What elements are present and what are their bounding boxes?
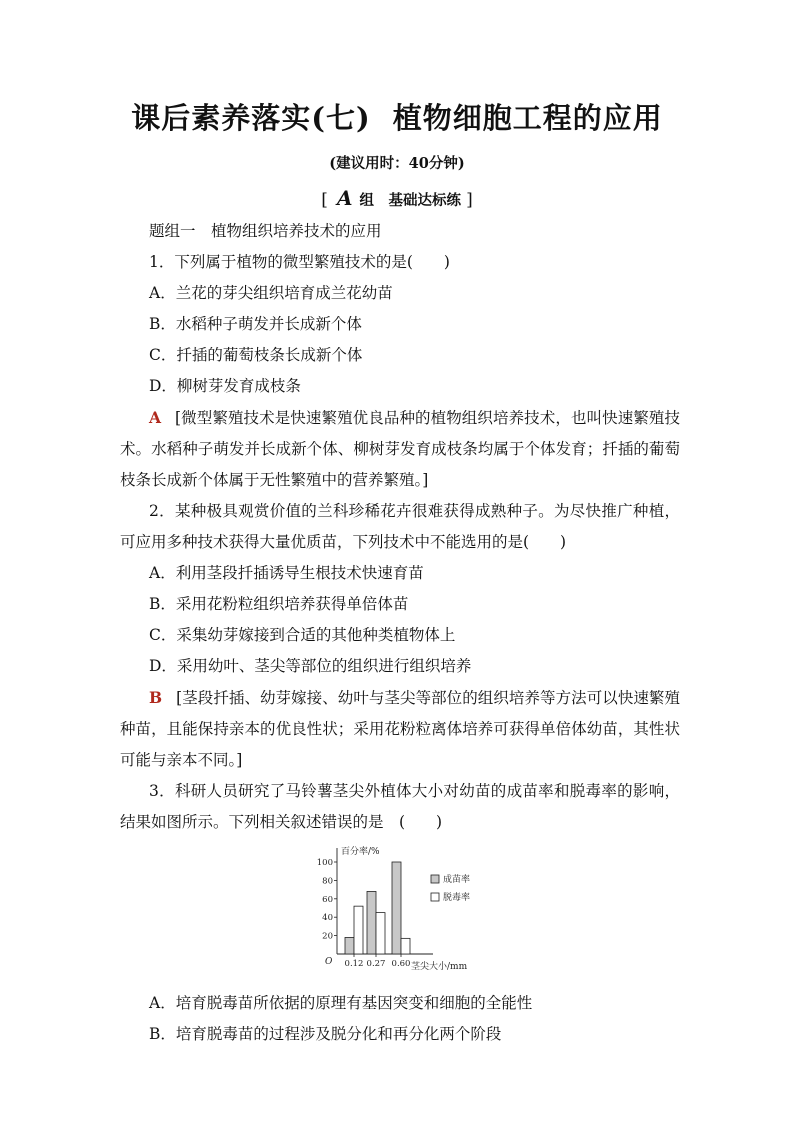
y-tick-label: 20 bbox=[322, 931, 333, 942]
x-tick-label: 0.27 bbox=[366, 959, 386, 969]
y-axis-label: 百分率/% bbox=[341, 847, 380, 857]
bar-detox-0.27 bbox=[376, 913, 385, 954]
q1-option-d: D．柳树芽发育成枝条 bbox=[149, 377, 301, 395]
group-bracket-open: [ bbox=[321, 190, 328, 210]
bar-detox-0.60 bbox=[401, 938, 410, 954]
section-heading: 题组一 植物组织培养技术的应用 bbox=[149, 222, 382, 240]
chart-container bbox=[120, 838, 680, 988]
legend-swatch-0 bbox=[431, 875, 439, 883]
q3-option-a: A．培育脱毒苗所依据的原理有基因突变和细胞的全能性 bbox=[149, 994, 533, 1012]
group-bracket-close: ] bbox=[466, 190, 473, 210]
y-tick-label: 40 bbox=[322, 913, 333, 924]
q2-option-a: A．利用茎段扦插诱导生根技术快速育苗 bbox=[149, 564, 424, 582]
q1-stem: 1．下列属于植物的微型繁殖技术的是( ) bbox=[149, 253, 450, 271]
group-label: 组 基础达标练 bbox=[359, 192, 462, 209]
bar-chart bbox=[315, 844, 505, 972]
legend-swatch-1 bbox=[431, 893, 439, 901]
q2-option-b: B．采用花粉粒组织培养获得单倍体苗 bbox=[149, 595, 409, 613]
q3-option-b: B．培育脱毒苗的过程涉及脱分化和再分化两个阶段 bbox=[149, 1025, 502, 1043]
q2-answer-letter: B bbox=[149, 688, 163, 707]
q1-answer bbox=[120, 402, 680, 496]
q1-answer-letter: A bbox=[149, 408, 162, 427]
q1-option-c: C．扦插的葡萄枝条长成新个体 bbox=[149, 346, 363, 364]
group-header bbox=[0, 186, 794, 210]
q2-answer bbox=[120, 682, 680, 776]
q2-stem: 2．某种极具观赏价值的兰科珍稀花卉很难获得成熟种子。为尽快推广种植，可应用多种技术获得大量优质苗，下列技术中不能选用的是( ) bbox=[120, 502, 680, 551]
q3-stem: 3．科研人员研究了马铃薯茎尖外植体大小对幼苗的成苗率和脱毒率的影响，结果如图所示。下列相关叙述错误的是 ( ) bbox=[120, 782, 680, 831]
q2-explanation: [茎段扦插、幼芽嫁接、幼叶与茎尖等部位的组织培养等方法可以快速繁殖种苗，且能保持亲本的优良性状；采用花粉粒离体培养可获得单倍体幼苗，其性状可能与亲本不同。] bbox=[120, 689, 680, 769]
y-tick-label: 60 bbox=[322, 894, 333, 905]
x-tick-label: 0.12 bbox=[344, 959, 364, 969]
title-main: 课后素养落实(七) bbox=[131, 101, 371, 135]
x-axis-label: 茎尖大小/mm bbox=[411, 962, 468, 972]
page-title bbox=[0, 96, 794, 137]
title-topic: 植物细胞工程的应用 bbox=[392, 101, 663, 135]
q1-option-b: B．水稻种子萌发并长成新个体 bbox=[149, 315, 362, 333]
legend-label-0: 成苗率 bbox=[443, 875, 471, 885]
y-tick-label: 80 bbox=[322, 876, 333, 887]
x-tick-label: 0.60 bbox=[391, 959, 411, 969]
q2-option-d: D．采用幼叶、茎尖等部位的组织进行组织培养 bbox=[149, 657, 472, 675]
y-tick-label: 100 bbox=[316, 858, 333, 868]
suggested-time: (建议用时：40分钟) bbox=[329, 155, 465, 172]
group-letter: A bbox=[336, 186, 353, 210]
legend-label-1: 脱毒率 bbox=[443, 893, 471, 903]
origin-label: O bbox=[325, 957, 333, 967]
content bbox=[120, 216, 680, 1050]
bar-detox-0.12 bbox=[354, 906, 363, 954]
q1-explanation: [微型繁殖技术是快速繁殖优良品种的植物组织培养技术，也叫快速繁殖技术。水稻种子萌发并长成新个体、柳树芽发育成枝条均属于个体发育；扦插的葡萄枝条长成新个体属于无性繁殖中的营养繁殖。] bbox=[120, 409, 680, 489]
q1-option-a: A．兰花的芽尖组织培育成兰花幼苗 bbox=[149, 284, 393, 302]
bar-survival-0.27 bbox=[367, 891, 376, 954]
q2-option-c: C．采集幼芽嫁接到合适的其他种类植物体上 bbox=[149, 626, 456, 644]
bar-survival-0.60 bbox=[392, 862, 401, 954]
bar-survival-0.12 bbox=[345, 937, 354, 954]
